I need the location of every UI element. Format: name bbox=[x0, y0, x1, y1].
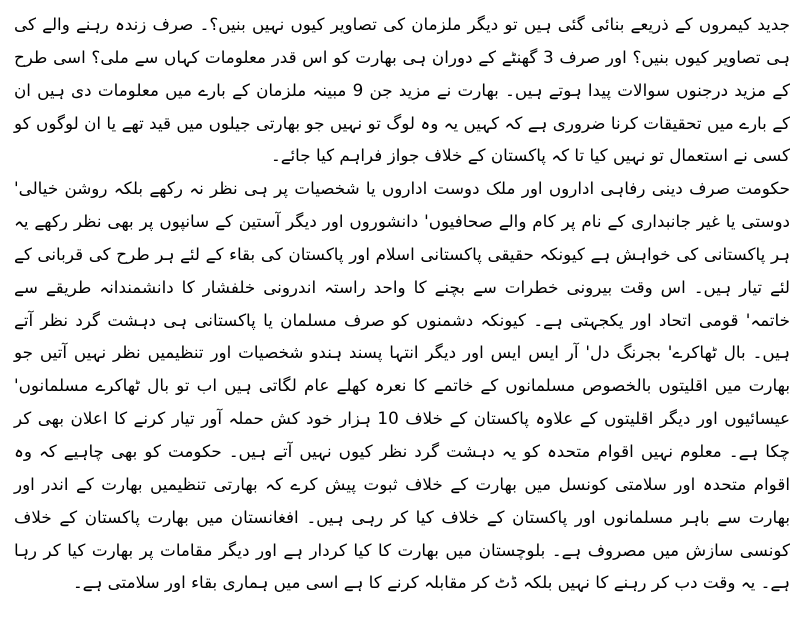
article-paragraph-1: جدید کیمروں کے ذریعے بنائی گئی ہیں تو دیگر ملزمان کی تصاویر کیوں نہیں بنیں؟۔ صرف زندہ رہنے والے کی ہی تصاویر کیوں بنیں؟ اور صرف 3 گھنٹے کے دوران ہی بھارت کو اس قدر معلومات کہاں سے ملی؟ اسی طرح کے مزید درجنوں سوالات پیدا ہوتے ہیں۔ بھارت نے مزید جن 9 مبینہ ملزمان کے بارے میں معلومات دی ہیں ان کے بارے میں تحقیقات کرنا ضروری ہے کہ کہیں یہ وہ لوگ تو نہیں جو بھارتی جیلوں میں قید تھے یا ان لوگوں کو کسی نے استعمال تو نہیں کیا تا کہ پاکستان کے خلاف جواز فراہم کیا جائے۔ bbox=[14, 14, 791, 166]
urdu-article-body bbox=[14, 8, 790, 599]
article-paragraph-2: حکومت صرف دینی رفاہی اداروں اور ملک دوست اداروں یا شخصیات پر ہی نظر نہ رکھے بلکہ روشن خیالی' دوستی یا غیر جانبداری کے نام پر کام والے صحافیوں' دانشوروں اور دیگر آستین کے سانپوں پر بھی نظر رکھے یہ ہر پاکستانی کی خواہش ہے کیونکہ حقیقی پاکستانی اسلام اور پاکستان کی بقاء کے لئے ہر طرح کی قربانی کے لئے تیار ہیں۔ اس وقت بیرونی خطرات سے بچنے کا واحد راستہ اندرونی خلفشار کا دانشمندانہ طریقے سے خاتمہ' قومی اتحاد اور یکجہتی ہے۔ کیونکہ دشمنوں کو صرف مسلمان یا پاکستانی ہی دہشت گرد نظر آتے ہیں۔ بال ٹھاکرے' بجرنگ دل' آر ایس ایس اور دیگر انتہا پسند ہندو شخصیات اور تنظیمیں نظر نہیں آتیں جو بھارت میں اقلیتوں بالخصوص مسلمانوں کے خاتمے کا نعرہ کھلے عام لگاتی ہیں اب تو بال ٹھاکرے مسلمانوں' عیسائیوں اور دیگر اقلیتوں کے علاوہ پاکستان کے خلاف 10 ہزار خود کش حملہ آور تیار کرنے کا اعلان بھی کر چکا ہے۔ معلوم نہیں اقوام متحدہ کو یہ دہشت گرد نظر کیوں نہیں آتے ہیں۔ حکومت کو بھی چاہیے کہ وہ اقوام متحدہ اور سلامتی کونسل میں بھارت کے خلاف ثبوت پیش کرے کہ بھارتی تنظیمیں بھارت کے اندر اور بھارت سے باہر مسلمانوں اور پاکستان کے خلاف کیا کر رہی ہیں۔ افغانستان میں بھارت پاکستان کے خلاف کونسی سازش میں مصروف ہے۔ بلوچستان میں بھارت کا کیا کردار ہے اور دیگر مقامات پر بھارت کیا کر رہا ہے۔ یہ وقت دب کر رہنے کا نہیں بلکہ ڈٹ کر مقابلہ کرنے کا ہے اسی میں ہماری بقاء اور سلامتی ہے۔ bbox=[14, 178, 790, 593]
